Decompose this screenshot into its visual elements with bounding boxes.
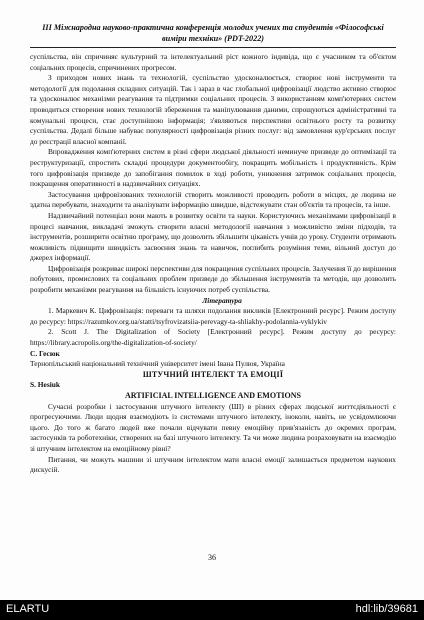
header-divider <box>30 47 396 48</box>
paragraph: Питання, чи можуть машини зі штучним інтелектом мати власні емоції залишається предметом наукових дискусій. <box>30 454 396 475</box>
author-affiliation: Тернопільський національний технічний університет імені Івана Пулюя, Україна <box>30 359 285 369</box>
paragraph: Сучасні розробки і застосування штучного інтелекту (ШІ) в різних сферах людської життєдіяльності є прогресуючими. Люди щодня взаємодіють із системами штучного інтелекту, іноколи, навіть, не усвідомлюючи цього. До того ж багато людей вже почали відчувати певну емоційну прив'язаність до окремих програм, застосунків та роботехніки, створених на базі штучного інтелекту. Та чи може людина розраховувати на взаємодію зі штучним інтелектом на емоційному рівні? <box>30 401 396 453</box>
reference-item: 2. Scott J. The Digitalization of Society [Електронний ресурс]. Режим доступу до ресурсу: https://library.acropolis.org/the-digitalization-of-society/ <box>30 327 396 348</box>
conference-header: ІІІ Міжнародна науково-практична конференція молодих учених та студентів «Філософські виміри техніки» (PDT-2022) <box>42 23 384 43</box>
author-name: С. Гесюк <box>30 348 60 358</box>
paragraph: Впровадження комп'ютерних систем в різні сфери людської діяльності неминуче призведе до оптимізації та реструктуризації, спростить складні процедури документообігу, покращить мобільність і продуктивність. Крім того цифровізація призведе до запобігання помилок в ході роботи, уникнення затримок соціальних процесів, покращення оперативності в надзвичайних ситуаціях. <box>30 147 396 189</box>
footer-handle-label: hdl:lib/39681 <box>355 603 418 615</box>
page-number: 36 <box>208 553 216 562</box>
paragraph: Надзвичайний потенціал вони мають в розвитку освіти та науки. Користуючись механізмами цифровізації в процесі навчання, викладачі зможуть створити власні методології навчання з можливістю зміни підходів, та інструментів, розширити освітню програму, що дозволить збільшити цікавість учнів до уроку. Студенти отримають можливість підвищити швидкість засвоєння знань та навичок, поглибить розуміння теми, вільний доступ до джерел інформації. <box>30 210 396 263</box>
paragraph: Застосування цифровізованих технологій створить можливості проводить роботи в місцях, де людина не здатна перебувати, знаходити та аналізувати інформацію швидше, відстежувати стан об'єктів та процесів, та інше. <box>30 189 396 210</box>
paragraph: З приходом нових знань та технологій, суспільство удосконалюється, створює нові інструменти та методології для подолання складних ситуацій. Так і зараз в час глобальної цифровізації людство активно створює та удосконалює механізми реагування та підтримки соціальних процесів. З використанням комп'ютерних систем проводиться створення нових технологій збереження та маніпулювання даними, спрощуються адміністративні та комунальні процеси, стає доступнішою інформація; з'являються перспективи освітнього росту та розвитку суспільства. Дедалі більше набуває популярності цифровізація різних послуг: від замовлення кур'єрських послуг до реєстрації власної компанії. <box>30 73 396 146</box>
reference-item: 1. Маркевич К. Цифровізація: переваги та шляхи подолання викликів [Електронний ресурс]. Режим доступу до ресурсу: https://razumkov.org.ua/statti/tsyfrovizatsiia-perevagy-ta-shliakhy-podolannia-vyklykiv <box>30 306 396 326</box>
article-title-ua: ШТУЧНИЙ ІНТЕЛЕКТ ТА ЕМОЦІЇ <box>142 369 284 379</box>
page-content <box>30 52 396 476</box>
footer-repository-label: ELARTU <box>6 603 50 615</box>
paragraph: Цифровізація розкриває широкі перспективи для покращення суспільних процесів. Залучення її до вирішення побутових, промислових та соціальних проблем призведе до збільшення інструментів та методів, що дозволить розробити механізми реагування на більшість існуючих потреб суспільства. <box>30 263 396 295</box>
literature-heading: Література <box>202 295 242 305</box>
author-name-en: S. Hesiuk <box>30 380 60 390</box>
footer-bar <box>0 600 424 620</box>
paragraph: суспільства, він спричиняє культурний та інтелектуальний ріст кожного індивіда, що є учасником та об'єктом соціальних процесів, спричинених прогресом. <box>30 52 396 72</box>
article-title-en: ARTIFICIAL INTELLIGENCE AND EMOTIONS <box>125 391 301 400</box>
